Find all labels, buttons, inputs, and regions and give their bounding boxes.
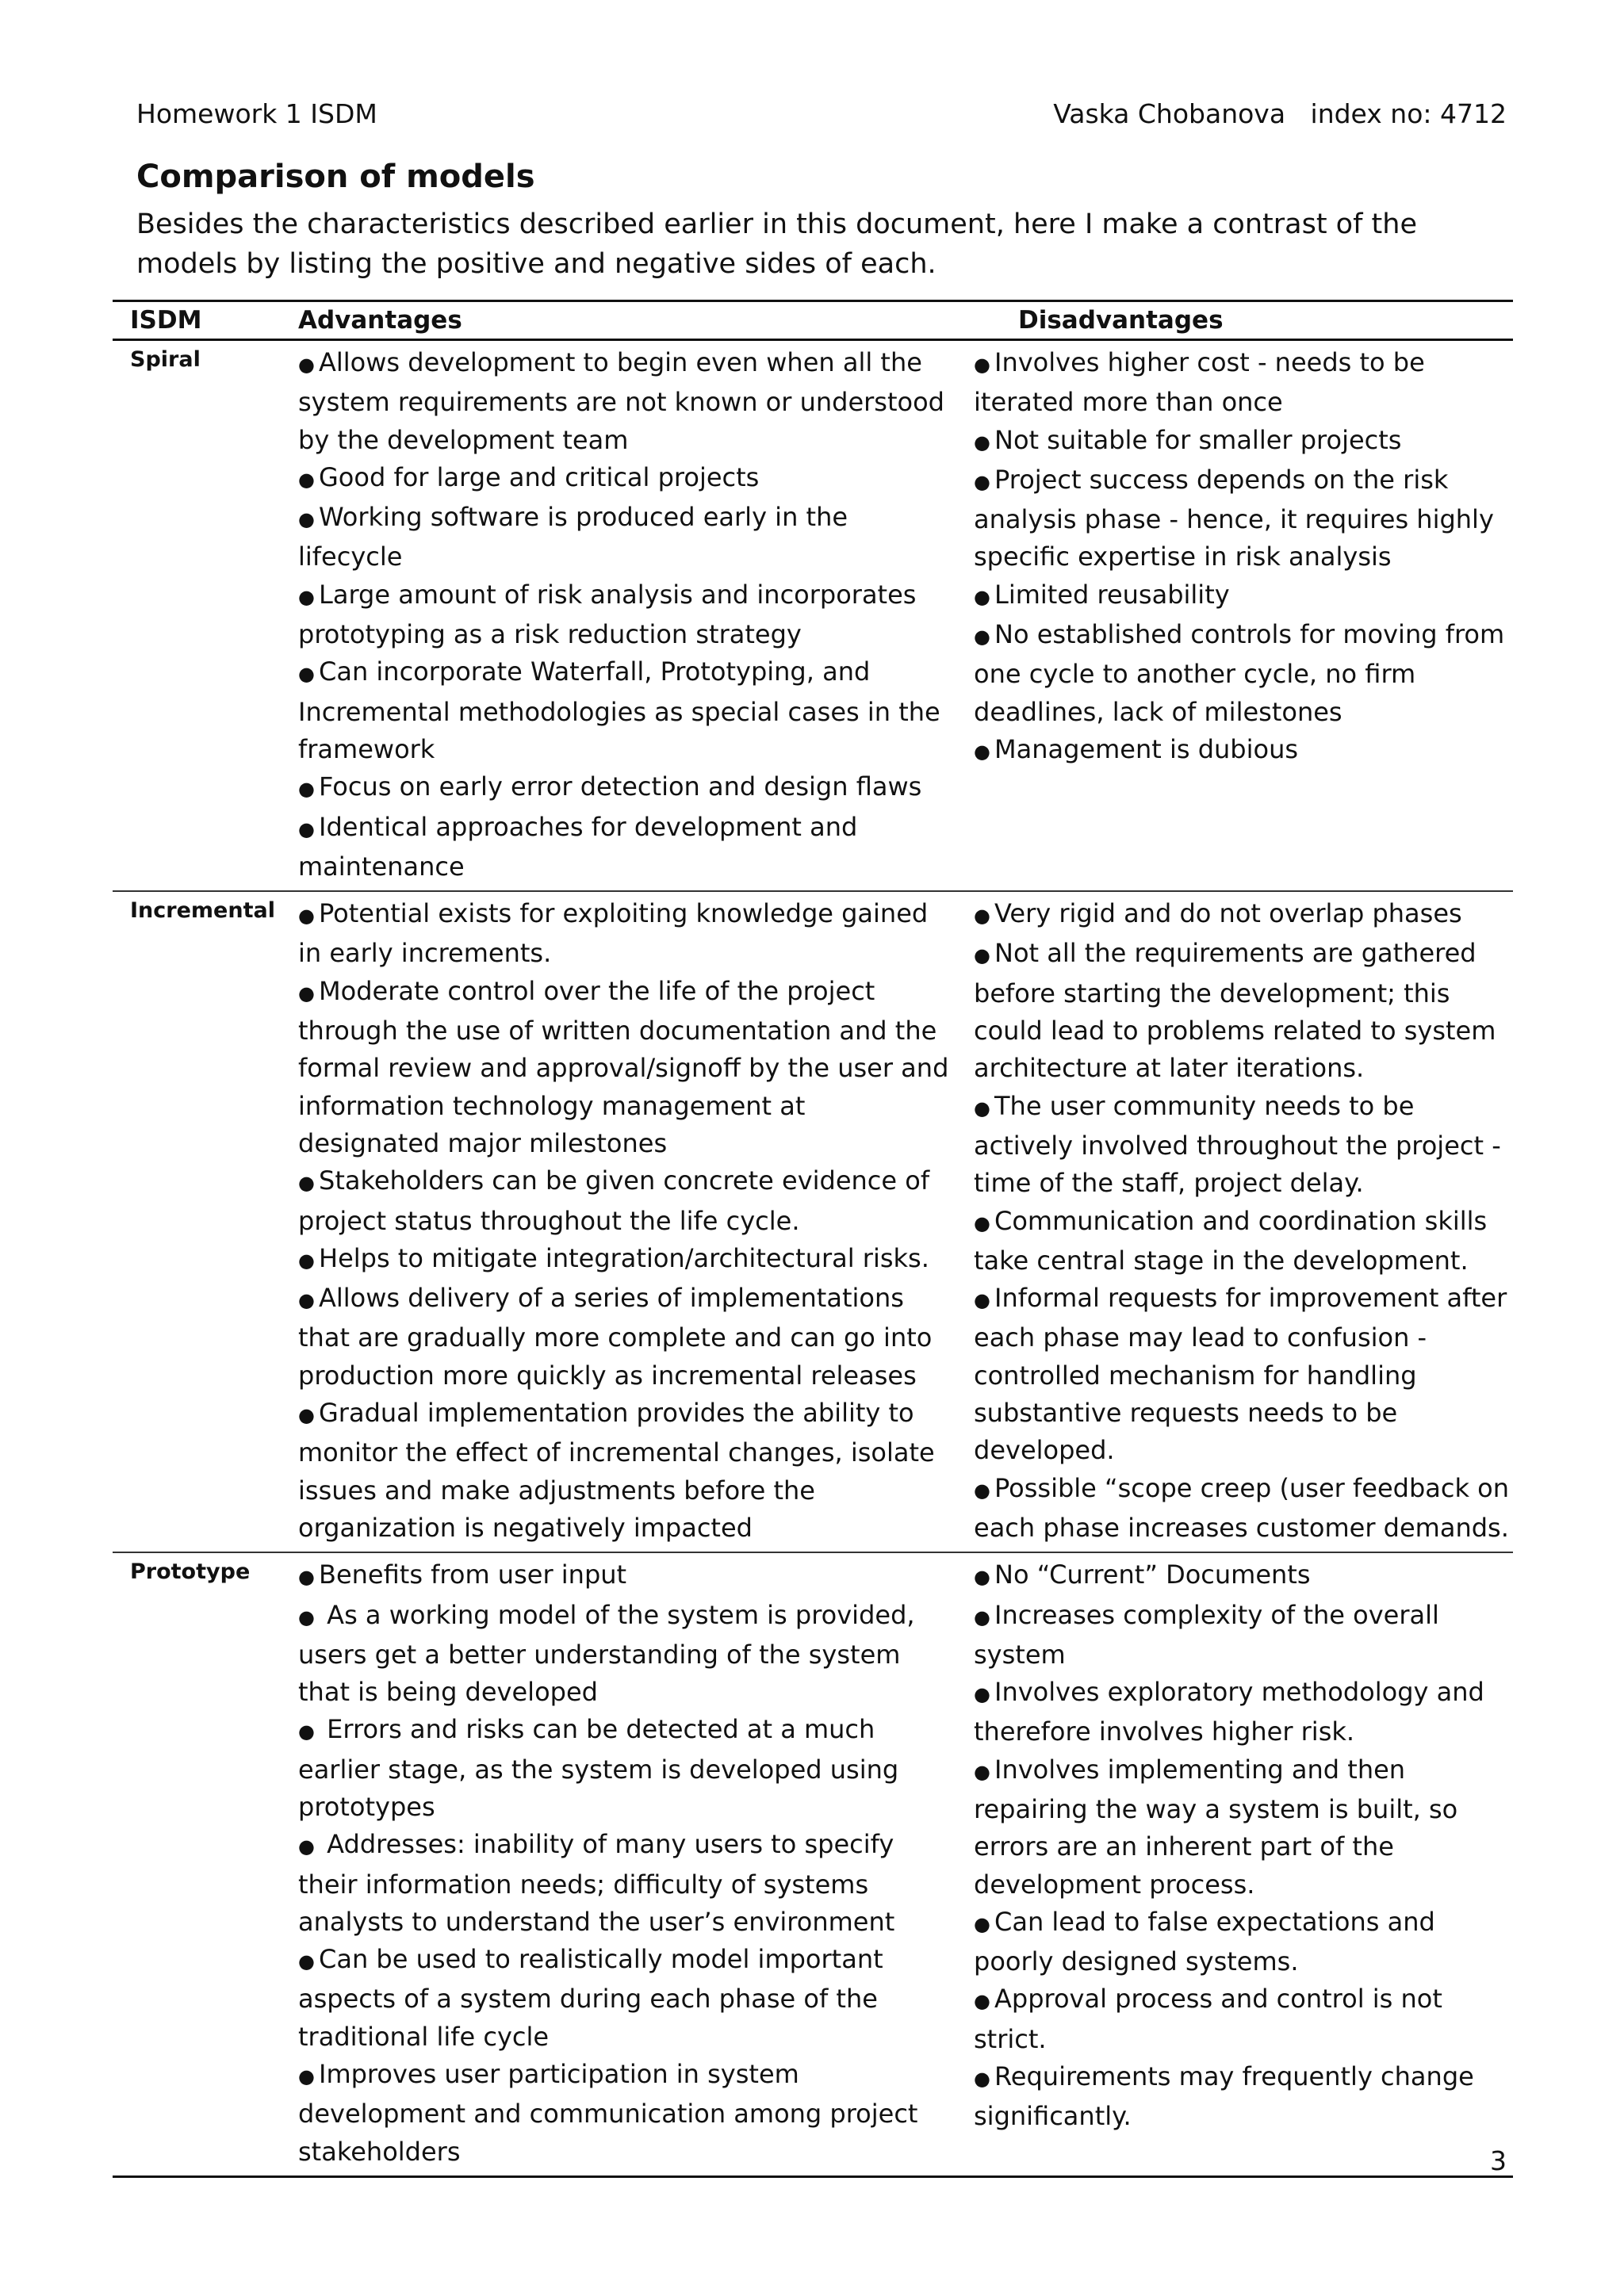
- list-item-text: Benefits from user input: [319, 1559, 627, 1590]
- list-item-text: Communication and coordination skills take central stage in the development.: [974, 1205, 1488, 1276]
- advantages-list: [281, 1556, 956, 2171]
- list-item-text: Limited reusability: [994, 579, 1230, 610]
- disadvantages-list: [956, 895, 1513, 1547]
- list-item-text: Informal requests for improvement after each phase may lead to confusion - controlled mechanism for handling substantive requests needs to be developed.: [974, 1283, 1507, 1466]
- list-item: [974, 1980, 1513, 2058]
- list-item: [298, 1240, 950, 1280]
- list-item: [298, 1280, 950, 1395]
- list-item: [298, 1395, 950, 1547]
- bullet-icon: ●: [974, 1289, 990, 1312]
- list-item-text: Gradual implementation provides the ability to monitor the effect of incremental changes, isolate issues and make adjustments before the organization is negatively impacted: [298, 1398, 935, 1543]
- list-item: [298, 499, 950, 576]
- bullet-icon: ●: [974, 1912, 990, 1935]
- disadvantages-cell: [956, 891, 1513, 1552]
- advantages-list: [281, 895, 956, 1547]
- list-item-text: As a working model of the system is provided, users get a better understanding of the system that is being developed: [298, 1599, 915, 1708]
- list-item: [298, 1941, 950, 2056]
- table-header-row: [113, 301, 1513, 340]
- disadvantages-cell: [956, 340, 1513, 892]
- list-item-text: The user community needs to be actively involved throughout the project - time of the staff, project delay.: [974, 1090, 1501, 1199]
- bullet-icon: ●: [974, 905, 990, 928]
- list-item-text: Allows development to begin even when all the system requirements are not known or understood by the development team: [298, 347, 944, 455]
- list-item: [974, 1280, 1513, 1469]
- column-header-isdm: ISDM: [130, 306, 202, 335]
- list-item: [974, 731, 1513, 771]
- list-item-text: Can be used to realistically model important aspects of a system during each phase of the traditional life cycle: [298, 1944, 883, 2052]
- list-item: [298, 768, 950, 808]
- advantages-list: [281, 344, 956, 886]
- page-number: 3: [1490, 2145, 1507, 2176]
- bullet-icon: ●: [298, 1605, 315, 1628]
- list-item-text: No “Current” Documents: [994, 1559, 1311, 1590]
- bullet-icon: ●: [974, 1760, 990, 1783]
- bullet-icon: ●: [298, 982, 315, 1004]
- header-course: Homework 1 ISDM: [136, 98, 377, 129]
- bullet-icon: ●: [974, 1683, 990, 1706]
- bullet-icon: ●: [974, 430, 990, 453]
- table-body: [113, 340, 1513, 2177]
- list-item-text: Addresses: inability of many users to specify their information needs; difficulty of systems analysts to understand the user’s environment: [298, 1829, 895, 1937]
- list-item-text: Involves implementing and then repairing the way a system is built, so errors are an inherent part of the development process.: [974, 1754, 1458, 1900]
- bullet-icon: ●: [298, 1404, 315, 1427]
- bullet-icon: ●: [298, 354, 315, 376]
- table-row: [113, 340, 1513, 892]
- list-item: [974, 1904, 1513, 1981]
- bullet-icon: ●: [298, 1249, 315, 1272]
- bullet-icon: ●: [298, 817, 315, 840]
- advantages-cell: [281, 340, 956, 892]
- bullet-icon: ●: [298, 1720, 315, 1743]
- list-item-text: Very rigid and do not overlap phases: [994, 898, 1462, 929]
- list-item-text: Approval process and control is not strict.: [974, 1984, 1442, 2054]
- list-item: [298, 973, 950, 1162]
- list-item-text: Allows delivery of a series of implementations that are gradually more complete and can go into production more quickly as incremental releases: [298, 1283, 933, 1391]
- list-item-text: Improves user participation in system development and communication among project stakeholders: [298, 2059, 918, 2167]
- intro-paragraph: Besides the characteristics described earlier in this document, here I make a contrast of the models by listing the positive and negative sides of each.: [136, 209, 1417, 280]
- model-name: Spiral: [130, 347, 201, 372]
- list-item: [298, 1711, 950, 1826]
- list-item-text: Project success depends on the risk analysis phase - hence, it requires highly specific expertise in risk analysis: [974, 464, 1494, 572]
- list-item-text: Not all the requirements are gathered before starting the development; this could lead to problems related to system architecture at later iterations.: [974, 938, 1496, 1084]
- list-item-text: Good for large and critical projects: [319, 461, 760, 492]
- list-item-text: Large amount of risk analysis and incorporates prototyping as a risk reduction strategy: [298, 579, 917, 650]
- list-item-text: Moderate control over the life of the project through the use of written documentation and the formal review and approval/signoff by the user and information technology management at designated major milestones: [298, 975, 949, 1158]
- bullet-icon: ●: [298, 778, 315, 801]
- list-item-text: No established controls for moving from one cycle to another cycle, no firm deadlines, lack of milestones: [974, 619, 1505, 727]
- table-row: [113, 1552, 1513, 2176]
- list-item: [298, 1826, 950, 1941]
- list-item-text: Can incorporate Waterfall, Prototyping, and Incremental methodologies as special cases in the framework: [298, 656, 940, 764]
- column-header-disadvantages: Disadvantages: [1018, 306, 1224, 335]
- bullet-icon: ●: [298, 585, 315, 608]
- disadvantages-list: [956, 1556, 1513, 2135]
- list-item: [974, 1556, 1513, 1596]
- list-item-text: Possible “scope creep (user feedback on each phase increases customer demands.: [974, 1472, 1510, 1543]
- list-item: [974, 422, 1513, 461]
- list-item-text: Errors and risks can be detected at a much earlier stage, as the system is developed using prototypes: [298, 1714, 899, 1822]
- bullet-icon: ●: [298, 1566, 315, 1589]
- disadvantages-list: [956, 344, 1513, 771]
- list-item: [298, 653, 950, 768]
- model-name: Incremental: [130, 898, 275, 924]
- column-header-advantages: Advantages: [298, 306, 462, 335]
- list-item: [974, 895, 1513, 935]
- list-item: [974, 1470, 1513, 1548]
- bullet-icon: ●: [974, 1990, 990, 2013]
- list-item: [298, 1162, 950, 1240]
- list-item: [974, 1751, 1513, 1904]
- list-item: [974, 344, 1513, 422]
- advantages-cell: [281, 1552, 956, 2176]
- list-item-text: Working software is produced early in the lifecycle: [298, 502, 848, 572]
- comparison-table: [113, 300, 1513, 2178]
- list-item: [974, 1674, 1513, 1751]
- list-item: [974, 1088, 1513, 1203]
- list-item-text: Increases complexity of the overall system: [974, 1599, 1439, 1670]
- list-item: [298, 344, 950, 459]
- list-item-text: Management is dubious: [994, 733, 1299, 764]
- list-item-text: Potential exists for exploiting knowledge gained in early increments.: [298, 898, 929, 969]
- list-item-text: Involves higher cost - needs to be iterated more than once: [974, 347, 1425, 418]
- bullet-icon: ●: [974, 1479, 990, 1502]
- bullet-icon: ●: [974, 740, 990, 763]
- list-item: [974, 576, 1513, 616]
- header-author: Vaska Chobanova index no: 4712: [1053, 98, 1507, 129]
- list-item-text: Focus on early error detection and design flaws: [319, 771, 922, 802]
- list-item-text: Not suitable for smaller projects: [994, 424, 1402, 455]
- bullet-icon: ●: [974, 1096, 990, 1119]
- table-row: [113, 891, 1513, 1552]
- list-item: [298, 895, 950, 973]
- list-item: [298, 1597, 950, 1712]
- bullet-icon: ●: [974, 354, 990, 376]
- list-item: [298, 2056, 950, 2171]
- model-name: Prototype: [130, 1559, 251, 1585]
- list-item: [298, 1556, 950, 1596]
- bullet-icon: ●: [974, 470, 990, 493]
- bullet-icon: ●: [298, 468, 315, 491]
- section-title: Comparison of models: [136, 159, 535, 195]
- list-item: [974, 935, 1513, 1087]
- list-item-text: Helps to mitigate integration/architectural risks.: [319, 1242, 929, 1273]
- list-item: [298, 459, 950, 499]
- bullet-icon: ●: [298, 508, 315, 531]
- bullet-icon: ●: [974, 1566, 990, 1589]
- list-item-text: Identical approaches for development and maintenance: [298, 811, 858, 882]
- list-item-text: Stakeholders can be given concrete evidence of project status throughout the life cycle.: [298, 1165, 930, 1236]
- disadvantages-cell: [956, 1552, 1513, 2176]
- bullet-icon: ●: [298, 1289, 315, 1312]
- bullet-icon: ●: [298, 1950, 315, 1973]
- bullet-icon: ●: [974, 2068, 990, 2091]
- list-item: [974, 616, 1513, 731]
- bullet-icon: ●: [298, 1172, 315, 1195]
- list-item-text: Requirements may frequently change significantly.: [974, 2061, 1474, 2132]
- list-item-text: Involves exploratory methodology and therefore involves higher risk.: [974, 1677, 1484, 1747]
- list-item: [298, 809, 950, 886]
- advantages-cell: [281, 891, 956, 1552]
- list-item: [974, 1203, 1513, 1280]
- bullet-icon: ●: [974, 944, 990, 967]
- bullet-icon: ●: [974, 1605, 990, 1628]
- bullet-icon: ●: [974, 626, 990, 649]
- bullet-icon: ●: [298, 905, 315, 928]
- bullet-icon: ●: [974, 585, 990, 608]
- bullet-icon: ●: [974, 1211, 990, 1234]
- bullet-icon: ●: [298, 2065, 315, 2088]
- list-item: [974, 1597, 1513, 1674]
- list-item-text: Can lead to false expectations and poorly designed systems.: [974, 1906, 1435, 1977]
- bullet-icon: ●: [298, 1835, 315, 1858]
- bullet-icon: ●: [298, 663, 315, 686]
- list-item: [298, 576, 950, 654]
- list-item: [974, 461, 1513, 576]
- list-item: [974, 2058, 1513, 2136]
